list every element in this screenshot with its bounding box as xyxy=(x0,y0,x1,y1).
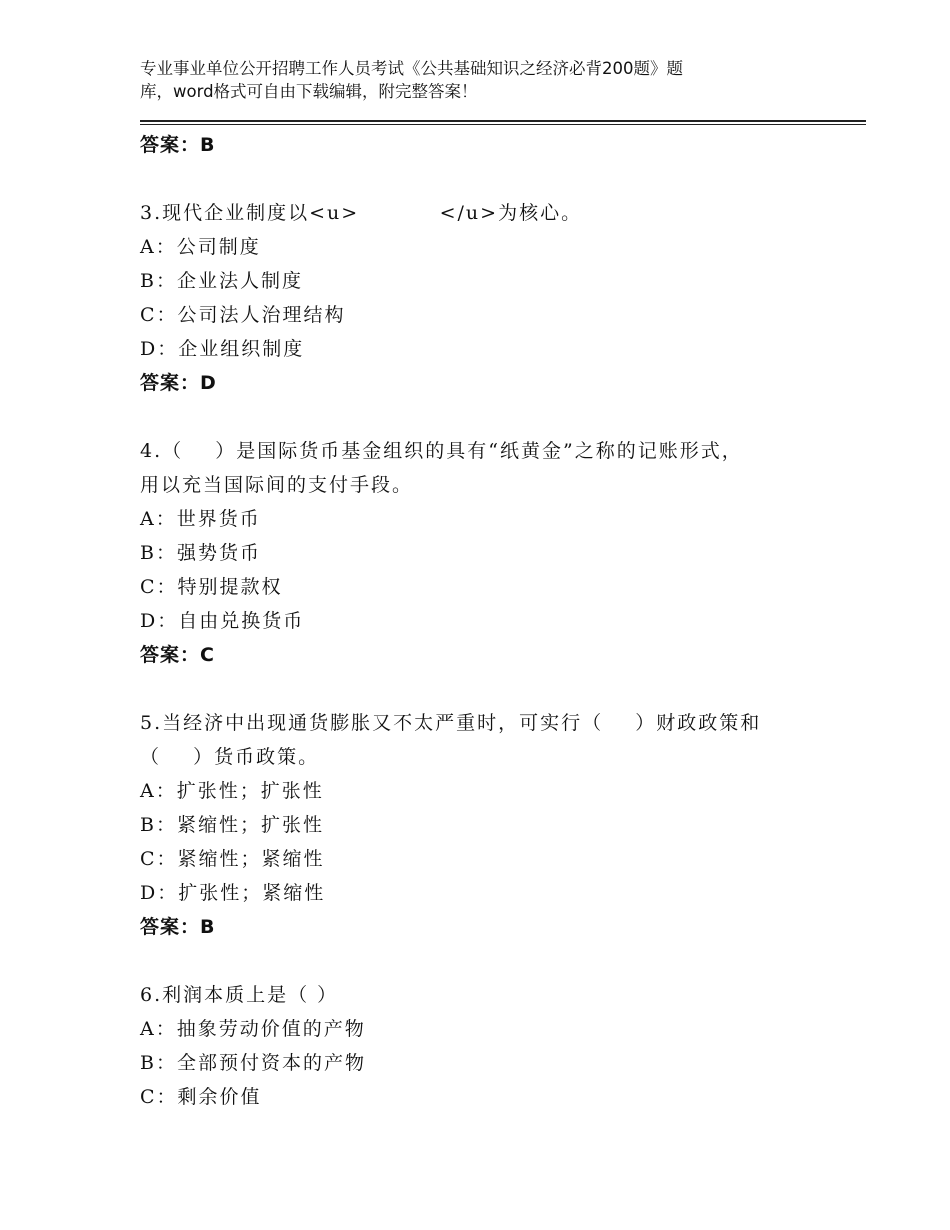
option-b: B：全部预付资本的产物 xyxy=(140,1052,366,1074)
option-a: A：世界货币 xyxy=(140,508,261,530)
option-d: D：自由兑换货币 xyxy=(140,610,305,632)
option-c: C：剩余价值 xyxy=(140,1086,262,1108)
question-list xyxy=(140,128,840,1114)
option-d: D：企业组织制度 xyxy=(140,338,305,360)
question-4 xyxy=(140,434,840,672)
answer-label: 答案：C xyxy=(140,644,215,666)
header-line-1: 专业事业单位公开招聘工作人员考试《公共基础知识之经济必背200题》题 xyxy=(140,59,683,78)
option-b: B：企业法人制度 xyxy=(140,270,303,292)
header-divider-thick xyxy=(140,120,866,122)
question-text: 4.（ ）是国际货币基金组织的具有“纸黄金”之称的记账形式， 用以充当国际间的支付手段。 xyxy=(140,440,743,496)
header-line-2: 库，word格式可自由下载编辑，附完整答案！ xyxy=(140,82,478,101)
option-c: C：特别提款权 xyxy=(140,576,283,598)
question-text: 5.当经济中出现通货膨胀又不太严重时，可实行（ ）财政政策和 （ ）货币政策。 xyxy=(140,712,762,768)
document-header xyxy=(140,57,780,103)
question-6 xyxy=(140,978,840,1114)
option-c: C：紧缩性；紧缩性 xyxy=(140,848,325,870)
option-b: B：强势货币 xyxy=(140,542,261,564)
header-divider-thin xyxy=(140,124,866,125)
option-a: A：抽象劳动价值的产物 xyxy=(140,1018,366,1040)
answer-label: 答案：B xyxy=(140,916,216,938)
answer-label: 答案：B xyxy=(140,134,216,156)
question-5 xyxy=(140,706,840,944)
option-c: C：公司法人治理结构 xyxy=(140,304,346,326)
option-a: A：扩张性；扩张性 xyxy=(140,780,324,802)
question-3 xyxy=(140,196,840,400)
option-a: A：公司制度 xyxy=(140,236,261,258)
question-text: 3.现代企业制度以<u> </u>为核心。 xyxy=(140,202,583,224)
option-d: D：扩张性；紧缩性 xyxy=(140,882,326,904)
answer-label: 答案：D xyxy=(140,372,217,394)
question-text: 6.利润本质上是（ ） xyxy=(140,984,339,1006)
option-b: B：紧缩性；扩张性 xyxy=(140,814,324,836)
